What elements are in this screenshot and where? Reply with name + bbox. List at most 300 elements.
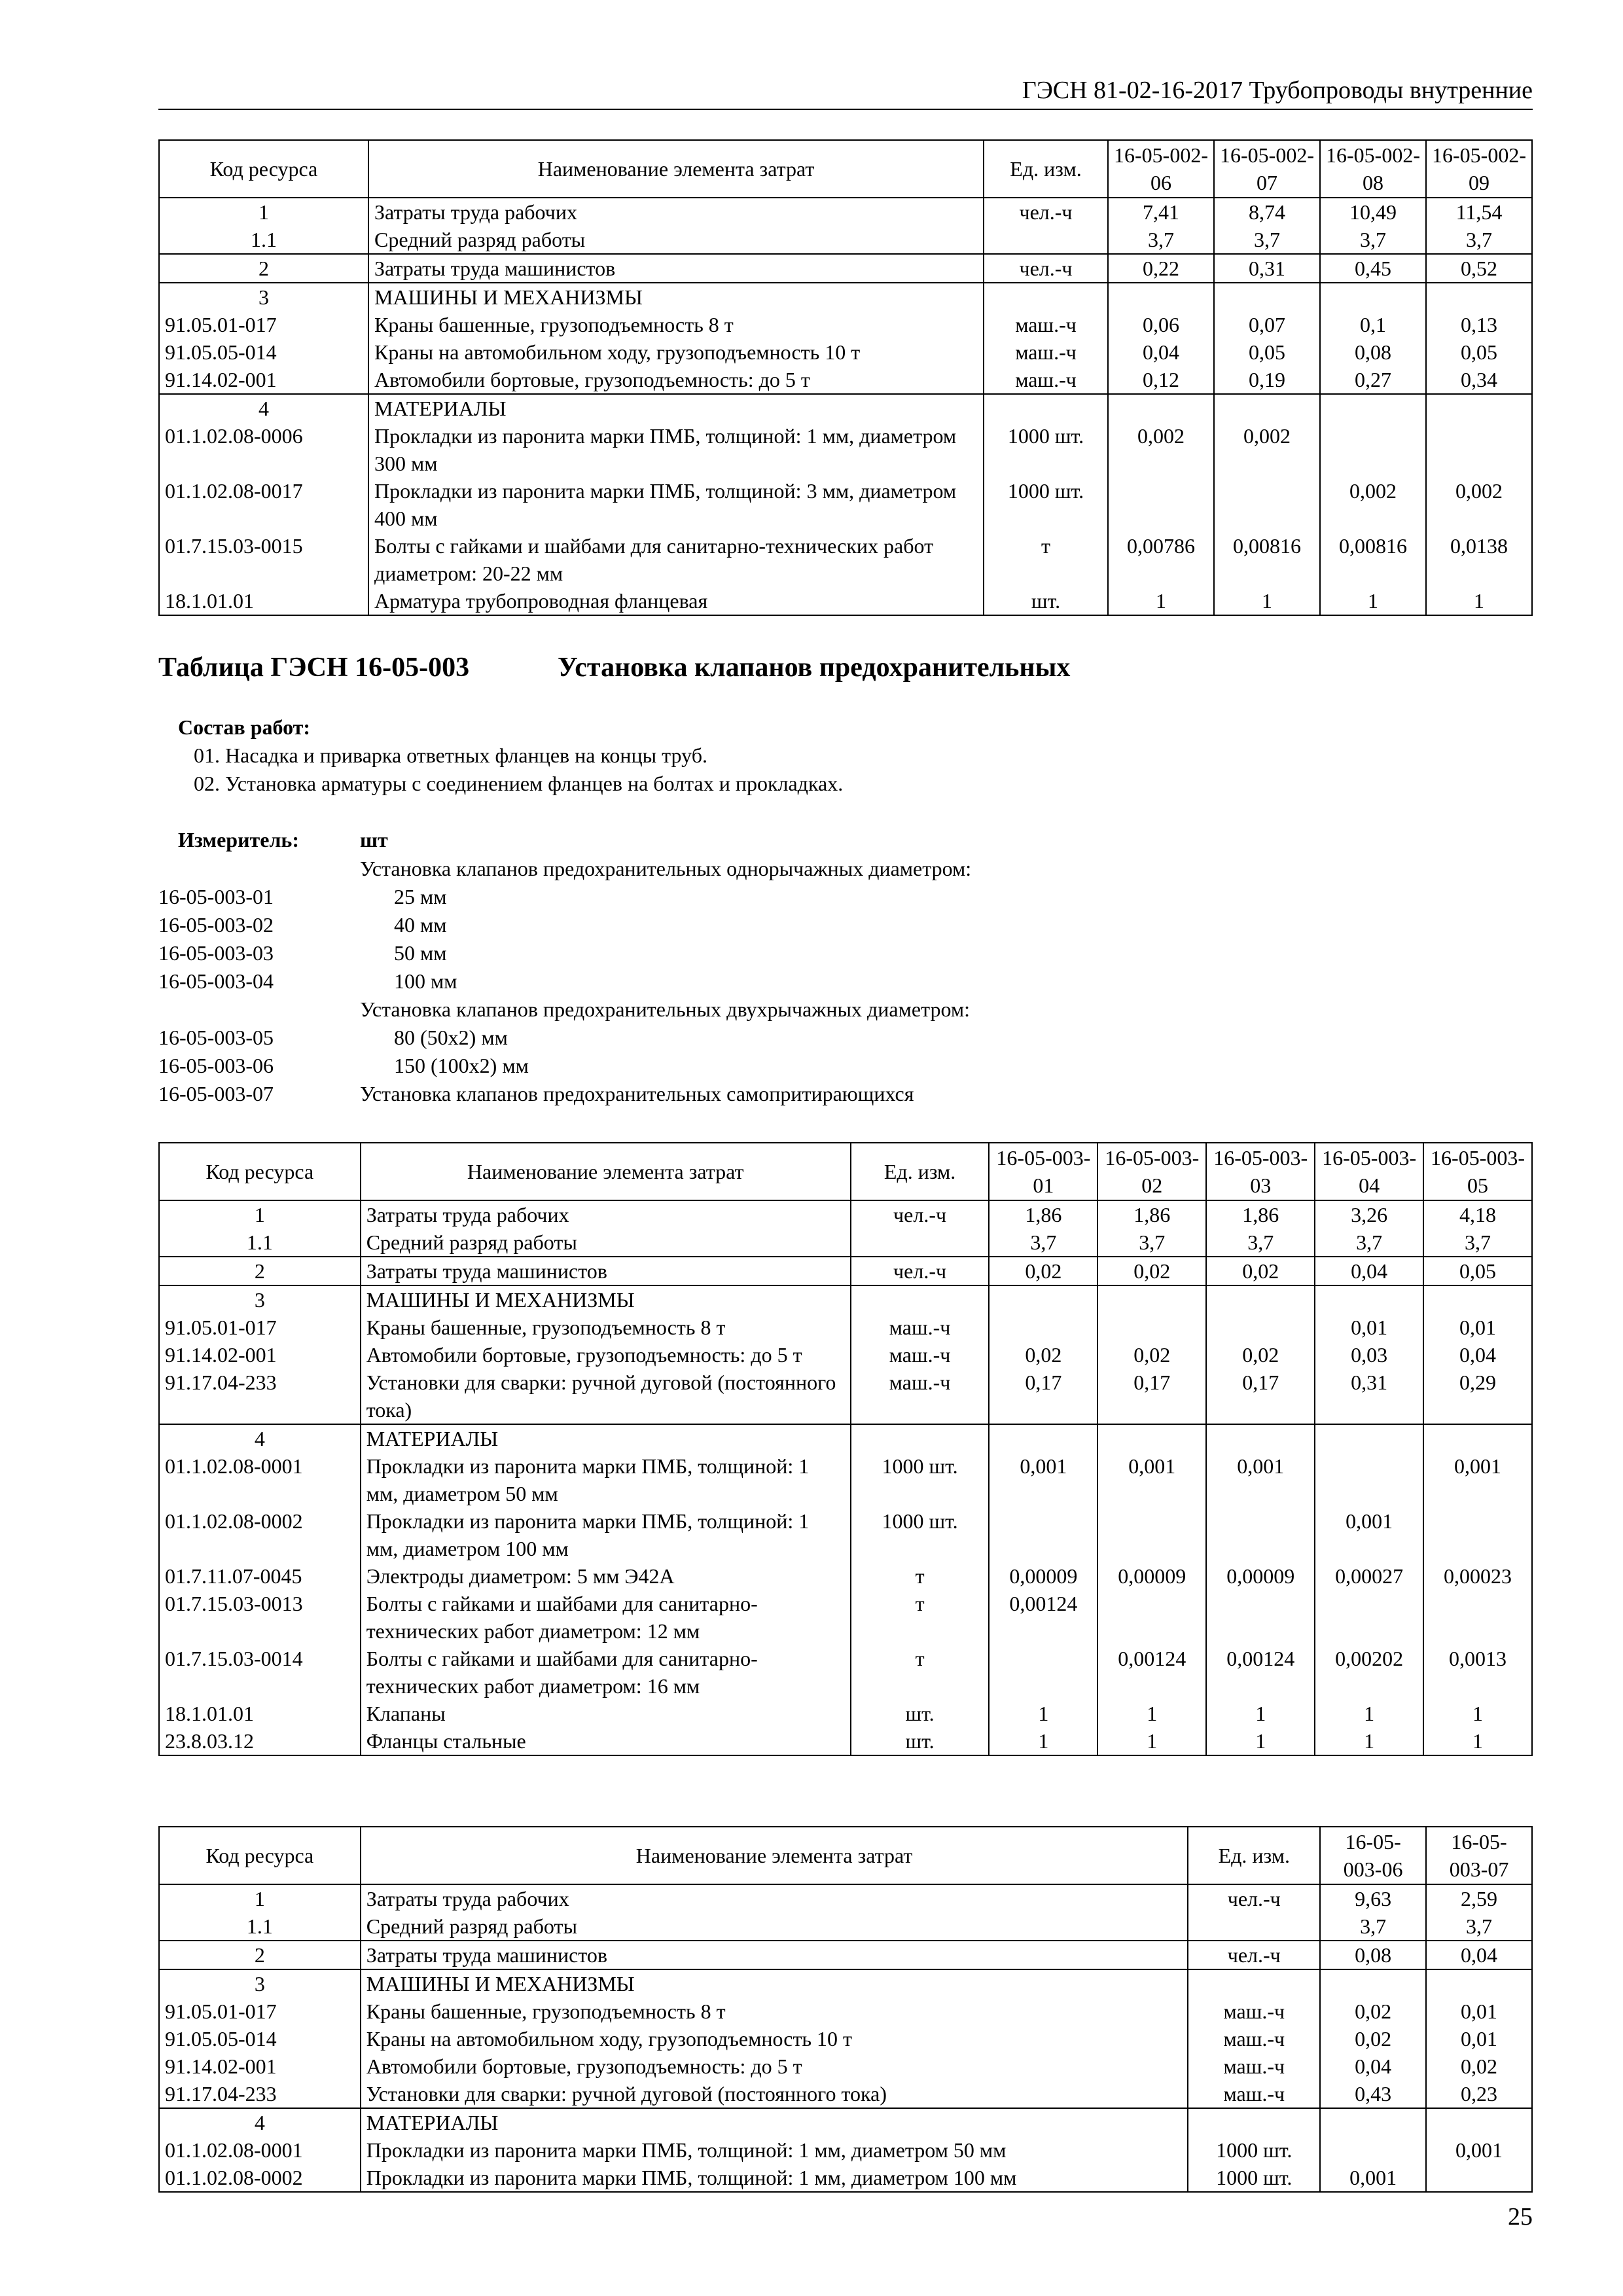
column-header: Код ресурса (159, 1143, 361, 1200)
measure-value: шт (360, 828, 388, 852)
resource-value: 0,002 (1214, 422, 1320, 477)
resource-value (1426, 283, 1532, 311)
resource-table-003-a (158, 1142, 1533, 1756)
resource-value: 0,01 (1423, 1314, 1532, 1341)
resource-value (1315, 1590, 1423, 1645)
resource-value: 3,7 (1426, 226, 1532, 254)
resource-unit (851, 1229, 990, 1257)
resource-name: Средний разряд работы (361, 1229, 851, 1257)
table-row (159, 1369, 1532, 1424)
column-header: Код ресурса (159, 140, 368, 198)
resource-code: 91.17.04-233 (159, 2080, 361, 2108)
resource-value: 0,002 (1108, 422, 1214, 477)
resource-code: 3 (159, 1285, 361, 1314)
resource-name: Затраты труда машинистов (361, 1941, 1188, 1969)
resource-value: 0,00124 (989, 1590, 1097, 1645)
resource-value: 3,7 (1206, 1229, 1315, 1257)
resource-value: 2,59 (1426, 1884, 1532, 1912)
column-header: Ед. изм. (851, 1143, 990, 1200)
resource-value: 0,02 (989, 1341, 1097, 1369)
resource-unit (984, 226, 1108, 254)
column-header: 16-05-003-04 (1315, 1143, 1423, 1200)
resource-code: 1 (159, 1200, 361, 1229)
resource-value (1206, 1285, 1315, 1314)
resource-value: 0,04 (1426, 1941, 1532, 1969)
resource-code: 1.1 (159, 226, 368, 254)
resource-name: Средний разряд работы (361, 1912, 1188, 1941)
resource-value: 3,7 (1097, 1229, 1206, 1257)
resource-table-002 (158, 139, 1533, 616)
table-row (159, 2136, 1532, 2164)
column-header: 16-05-003-06 (1320, 1827, 1426, 1884)
resource-value: 3,7 (1108, 226, 1214, 254)
column-header: Наименование элемента затрат (368, 140, 984, 198)
table-row (159, 1314, 1532, 1341)
resource-value: 0,04 (1423, 1341, 1532, 1369)
resource-name: Фланцы стальные (361, 1727, 851, 1755)
resource-unit (851, 1424, 990, 1452)
resource-value (989, 1507, 1097, 1562)
resource-value: 0,01 (1426, 2025, 1532, 2053)
resource-code: 18.1.01.01 (159, 587, 368, 615)
resource-code: 18.1.01.01 (159, 1700, 361, 1727)
resource-code: 4 (159, 2108, 361, 2136)
resource-value: 1 (1426, 587, 1532, 615)
resource-unit: чел.-ч (1188, 1884, 1320, 1912)
resource-name: МАШИНЫ И МЕХАНИЗМЫ (361, 1285, 851, 1314)
table-row (159, 1200, 1532, 1229)
resource-value (1097, 1285, 1206, 1314)
resource-name: Краны башенные, грузоподъемность 8 т (361, 1998, 1188, 2025)
table-row (159, 2164, 1532, 2192)
resource-value: 0,19 (1214, 366, 1320, 394)
norm-item (158, 939, 971, 967)
resource-code: 3 (159, 283, 368, 311)
resource-value: 0,23 (1426, 2080, 1532, 2108)
resource-value (1426, 2108, 1532, 2136)
resource-value (1423, 1507, 1532, 1562)
table-row (159, 1229, 1532, 1257)
resource-name: Прокладки из паронита марки ПМБ, толщиной: 1 мм, диаметром 50 мм (361, 2136, 1188, 2164)
column-header: 16-05-002-07 (1214, 140, 1320, 198)
norm-code: 16-05-003-01 (158, 885, 274, 908)
table-row (159, 587, 1532, 615)
resource-name: Установки для сварки: ручной дуговой (постоянного тока) (361, 2080, 1188, 2108)
resource-value: 1 (1423, 1727, 1532, 1755)
resource-name: Затраты труда рабочих (368, 198, 984, 226)
table-title (158, 652, 1070, 683)
table-row (159, 1285, 1532, 1314)
table-row (159, 1912, 1532, 1941)
resource-value: 0,0138 (1426, 532, 1532, 587)
resource-value: 0,00202 (1315, 1645, 1423, 1700)
column-header: 16-05-003-02 (1097, 1143, 1206, 1200)
resource-value: 0,00023 (1423, 1562, 1532, 1590)
resource-name: Болты с гайками и шайбами для санитарно-технических работ диаметром: 20-22 мм (368, 532, 984, 587)
resource-value: 0,04 (1315, 1257, 1423, 1285)
resource-value: 0,001 (1423, 1452, 1532, 1507)
resource-value (1315, 1452, 1423, 1507)
norm-item (158, 911, 971, 939)
resource-code: 91.05.05-014 (159, 338, 368, 366)
resource-value: 0,27 (1320, 366, 1426, 394)
resource-value (1206, 1314, 1315, 1341)
table-row (159, 1424, 1532, 1452)
resource-value (1214, 394, 1320, 422)
resource-value: 8,74 (1214, 198, 1320, 226)
resource-name: Арматура трубопроводная фланцевая (368, 587, 984, 615)
norm-code: 16-05-003-07 (158, 1082, 274, 1105)
resource-value: 3,7 (1320, 1912, 1426, 1941)
norm-code: 16-05-003-03 (158, 941, 274, 965)
resource-name: МАШИНЫ И МЕХАНИЗМЫ (368, 283, 984, 311)
resource-name: Краны на автомобильном ходу, грузоподъемность 10 т (361, 2025, 1188, 2053)
table-row (159, 1341, 1532, 1369)
resource-value: 1 (989, 1700, 1097, 1727)
table-row (159, 1998, 1532, 2025)
resource-value (1214, 283, 1320, 311)
resource-value: 1,86 (1206, 1200, 1315, 1229)
resource-value: 0,13 (1426, 311, 1532, 338)
resource-code: 01.7.15.03-0014 (159, 1645, 361, 1700)
resource-value: 0,00124 (1206, 1645, 1315, 1700)
resource-value: 0,05 (1426, 338, 1532, 366)
resource-unit: маш.-ч (1188, 2080, 1320, 2108)
resource-value: 1,86 (989, 1200, 1097, 1229)
resource-code: 3 (159, 1969, 361, 1998)
resource-value (1426, 2164, 1532, 2192)
resource-name: Прокладки из паронита марки ПМБ, толщиной: 3 мм, диаметром 400 мм (368, 477, 984, 532)
resource-value: 0,0013 (1423, 1645, 1532, 1700)
resource-name: Болты с гайками и шайбами для санитарно-технических работ диаметром: 16 мм (361, 1645, 851, 1700)
resource-unit: 1000 шт. (984, 422, 1108, 477)
table-row (159, 1884, 1532, 1912)
column-header: 16-05-002-06 (1108, 140, 1214, 198)
resource-code: 1 (159, 1884, 361, 1912)
resource-name: Затраты труда машинистов (361, 1257, 851, 1285)
resource-name: Установки для сварки: ручной дуговой (постоянного тока) (361, 1369, 851, 1424)
resource-value (989, 1285, 1097, 1314)
resource-code: 2 (159, 1941, 361, 1969)
resource-value: 0,02 (1097, 1341, 1206, 1369)
resource-value: 0,02 (1426, 2053, 1532, 2080)
table-row (159, 2108, 1532, 2136)
norm-item (158, 1024, 971, 1052)
resource-unit (984, 283, 1108, 311)
column-header: 16-05-002-08 (1320, 140, 1426, 198)
resource-code: 01.1.02.08-0006 (159, 422, 368, 477)
resource-value: 0,001 (1320, 2164, 1426, 2192)
table-row (159, 422, 1532, 477)
resource-value: 0,00816 (1214, 532, 1320, 587)
norm-text: Установка клапанов предохранительных самопритирающихся (360, 1082, 914, 1105)
resource-value (1315, 1285, 1423, 1314)
norm-text: 50 мм (394, 941, 447, 965)
resource-value: 3,7 (1315, 1229, 1423, 1257)
resource-name: МАТЕРИАЛЫ (361, 2108, 1188, 2136)
resource-code: 01.1.02.08-0002 (159, 2164, 361, 2192)
resource-value: 0,05 (1423, 1257, 1532, 1285)
table-row (159, 366, 1532, 394)
table-row (159, 1645, 1532, 1700)
resource-unit: чел.-ч (851, 1200, 990, 1229)
norm-code: 16-05-003-06 (158, 1054, 274, 1077)
resource-value: 0,43 (1320, 2080, 1426, 2108)
resource-value (1426, 1969, 1532, 1998)
table-title-code: Таблица ГЭСН 16-05-003 (158, 653, 470, 683)
resource-unit (984, 394, 1108, 422)
column-header: 16-05-003-07 (1426, 1827, 1532, 1884)
resource-value (1214, 477, 1320, 532)
resource-value: 0,05 (1214, 338, 1320, 366)
resource-value (989, 1314, 1097, 1341)
resource-value: 0,52 (1426, 254, 1532, 283)
resource-value: 1,86 (1097, 1200, 1206, 1229)
norm-item (158, 1052, 971, 1080)
column-header: 16-05-002-09 (1426, 140, 1532, 198)
resource-name: Болты с гайками и шайбами для санитарно-технических работ диаметром: 12 мм (361, 1590, 851, 1645)
resource-code: 01.7.15.03-0015 (159, 532, 368, 587)
resource-value: 1 (989, 1727, 1097, 1755)
resource-unit (1188, 1912, 1320, 1941)
resource-unit: т (984, 532, 1108, 587)
column-header: Наименование элемента затрат (361, 1827, 1188, 1884)
resource-value: 0,17 (1097, 1369, 1206, 1424)
measure-line (178, 826, 388, 854)
resource-value: 0,02 (1320, 2025, 1426, 2053)
resource-value: 0,02 (1206, 1341, 1315, 1369)
norm-text: 40 мм (394, 913, 447, 937)
resource-value (1097, 1590, 1206, 1645)
resource-unit: чел.-ч (984, 198, 1108, 226)
resource-value: 1 (1097, 1727, 1206, 1755)
works-item: 02. Установка арматуры с соединением фланцев на болтах и прокладках. (194, 772, 844, 795)
resource-value: 4,18 (1423, 1200, 1532, 1229)
table-row (159, 2080, 1532, 2108)
table-row (159, 532, 1532, 587)
norm-code: 16-05-003-05 (158, 1026, 274, 1049)
resource-value: 1 (1315, 1727, 1423, 1755)
resource-name: Прокладки из паронита марки ПМБ, толщиной: 1 мм, диаметром 300 мм (368, 422, 984, 477)
resource-value: 0,29 (1423, 1369, 1532, 1424)
resource-unit: 1000 шт. (984, 477, 1108, 532)
resource-value (1097, 1314, 1206, 1341)
resource-name: Автомобили бортовые, грузоподъемность: до 5 т (368, 366, 984, 394)
resource-value (1206, 1590, 1315, 1645)
norm-item (158, 996, 971, 1024)
resource-name: Средний разряд работы (368, 226, 984, 254)
resource-name: Автомобили бортовые, грузоподъемность: до 5 т (361, 1341, 851, 1369)
resource-unit: 1000 шт. (851, 1452, 990, 1507)
resource-code: 01.7.11.07-0045 (159, 1562, 361, 1590)
resource-value: 0,01 (1315, 1314, 1423, 1341)
norms-list (158, 855, 971, 1108)
resource-value: 0,001 (1426, 2136, 1532, 2164)
resource-value: 10,49 (1320, 198, 1426, 226)
resource-unit: т (851, 1590, 990, 1645)
resource-value (1423, 1424, 1532, 1452)
measure-label: Измеритель: (178, 828, 299, 852)
resource-value: 3,7 (1426, 1912, 1532, 1941)
resource-name: Автомобили бортовые, грузоподъемность: до 5 т (361, 2053, 1188, 2080)
norm-item (158, 883, 971, 911)
table-row (159, 254, 1532, 283)
table-row (159, 1257, 1532, 1285)
resource-value (1320, 283, 1426, 311)
column-header: Код ресурса (159, 1827, 361, 1884)
resource-code: 4 (159, 394, 368, 422)
resource-value: 0,001 (1206, 1452, 1315, 1507)
resource-value: 0,22 (1108, 254, 1214, 283)
resource-value (1426, 394, 1532, 422)
norm-text: Установка клапанов предохранительных двухрычажных диаметром: (360, 997, 970, 1021)
resource-name: Краны башенные, грузоподъемность 8 т (361, 1314, 851, 1341)
resource-value: 0,04 (1108, 338, 1214, 366)
resource-unit: шт. (851, 1727, 990, 1755)
resource-value: 3,7 (1320, 226, 1426, 254)
resource-unit: т (851, 1645, 990, 1700)
resource-value: 3,7 (1214, 226, 1320, 254)
resource-code: 91.17.04-233 (159, 1369, 361, 1424)
column-header: Ед. изм. (984, 140, 1108, 198)
resource-code: 91.14.02-001 (159, 2053, 361, 2080)
norm-item (158, 1080, 971, 1108)
column-header: 16-05-003-01 (989, 1143, 1097, 1200)
resource-value: 0,00816 (1320, 532, 1426, 587)
resource-value: 0,02 (1097, 1257, 1206, 1285)
table-row (159, 1507, 1532, 1562)
resource-value: 0,31 (1214, 254, 1320, 283)
resource-unit: маш.-ч (851, 1369, 990, 1424)
resource-name: Прокладки из паронита марки ПМБ, толщиной: 1 мм, диаметром 100 мм (361, 2164, 1188, 2192)
resource-value: 0,00009 (1097, 1562, 1206, 1590)
resource-value: 7,41 (1108, 198, 1214, 226)
resource-value: 0,45 (1320, 254, 1426, 283)
resource-value: 0,07 (1214, 311, 1320, 338)
resource-value: 0,02 (989, 1257, 1097, 1285)
resource-code: 1.1 (159, 1912, 361, 1941)
table-row (159, 1727, 1532, 1755)
resource-name: МАШИНЫ И МЕХАНИЗМЫ (361, 1969, 1188, 1998)
resource-value: 1 (1108, 587, 1214, 615)
resource-table-003-b (158, 1826, 1533, 2193)
resource-value: 0,01 (1426, 1998, 1532, 2025)
resource-name: Краны башенные, грузоподъемность 8 т (368, 311, 984, 338)
resource-unit: 1000 шт. (1188, 2136, 1320, 2164)
resource-code: 01.1.02.08-0017 (159, 477, 368, 532)
column-header: Ед. изм. (1188, 1827, 1320, 1884)
resource-value: 0,001 (1315, 1507, 1423, 1562)
norm-item (158, 855, 971, 883)
resource-value: 1 (1097, 1700, 1206, 1727)
resource-unit (1188, 1969, 1320, 1998)
table-row (159, 226, 1532, 254)
resource-value (989, 1645, 1097, 1700)
resource-value: 0,00009 (1206, 1562, 1315, 1590)
resource-value (1320, 2108, 1426, 2136)
resource-value (1108, 394, 1214, 422)
table-row (159, 1590, 1532, 1645)
resource-code: 01.1.02.08-0001 (159, 1452, 361, 1507)
resource-value (1426, 422, 1532, 477)
table-row (159, 338, 1532, 366)
resource-value (1206, 1424, 1315, 1452)
resource-value (1097, 1424, 1206, 1452)
resource-value: 1 (1315, 1700, 1423, 1727)
resource-value: 0,31 (1315, 1369, 1423, 1424)
resource-value: 0,04 (1320, 2053, 1426, 2080)
resource-code: 2 (159, 1257, 361, 1285)
resource-value: 0,00027 (1315, 1562, 1423, 1590)
resource-code: 01.7.15.03-0013 (159, 1590, 361, 1645)
resource-unit: маш.-ч (984, 366, 1108, 394)
resource-unit: маш.-ч (1188, 2053, 1320, 2080)
resource-name: Затраты труда рабочих (361, 1884, 1188, 1912)
resource-code: 2 (159, 254, 368, 283)
running-header: ГЭСН 81-02-16-2017 Трубопроводы внутренние (158, 72, 1533, 110)
resource-unit: маш.-ч (984, 338, 1108, 366)
resource-value (1423, 1590, 1532, 1645)
resource-value: 0,002 (1426, 477, 1532, 532)
resource-name: Клапаны (361, 1700, 851, 1727)
works-item: 01. Насадка и приварка ответных фланцев на концы труб. (194, 744, 707, 767)
norm-code: 16-05-003-02 (158, 913, 274, 937)
resource-value: 11,54 (1426, 198, 1532, 226)
resource-value (1423, 1285, 1532, 1314)
column-header: Наименование элемента затрат (361, 1143, 851, 1200)
resource-value: 0,17 (989, 1369, 1097, 1424)
resource-value: 0,02 (1206, 1257, 1315, 1285)
resource-unit: шт. (984, 587, 1108, 615)
resource-unit: 1000 шт. (1188, 2164, 1320, 2192)
table-row (159, 1700, 1532, 1727)
table-row (159, 1452, 1532, 1507)
norm-code: 16-05-003-04 (158, 969, 274, 993)
resource-value (1108, 477, 1214, 532)
norm-text: 150 (100х2) мм (394, 1054, 529, 1077)
resource-value: 0,06 (1108, 311, 1214, 338)
resource-value: 1 (1320, 587, 1426, 615)
resource-value: 0,03 (1315, 1341, 1423, 1369)
resource-value (1320, 1969, 1426, 1998)
resource-name: Краны на автомобильном ходу, грузоподъемность 10 т (368, 338, 984, 366)
resource-value (1320, 422, 1426, 477)
resource-name: Прокладки из паронита марки ПМБ, толщиной: 1 мм, диаметром 50 мм (361, 1452, 851, 1507)
resource-value (1315, 1424, 1423, 1452)
page-number: 25 (1508, 2203, 1533, 2231)
resource-unit: маш.-ч (1188, 2025, 1320, 2053)
norm-text: Установка клапанов предохранительных однорычажных диаметром: (360, 857, 972, 880)
resource-value: 0,12 (1108, 366, 1214, 394)
resource-code: 01.1.02.08-0001 (159, 2136, 361, 2164)
resource-name: Электроды диаметром: 5 мм Э42А (361, 1562, 851, 1590)
resource-value: 3,7 (989, 1229, 1097, 1257)
resource-unit (1188, 2108, 1320, 2136)
resource-name: МАТЕРИАЛЫ (368, 394, 984, 422)
table-row (159, 198, 1532, 226)
resource-value (1206, 1507, 1315, 1562)
resource-code: 23.8.03.12 (159, 1727, 361, 1755)
resource-unit: маш.-ч (984, 311, 1108, 338)
table-row (159, 311, 1532, 338)
resource-value (1320, 394, 1426, 422)
norm-item (158, 967, 971, 996)
resource-value: 0,002 (1320, 477, 1426, 532)
table-row (159, 1969, 1532, 1998)
resource-unit: маш.-ч (1188, 1998, 1320, 2025)
resource-code: 91.05.01-017 (159, 1314, 361, 1341)
resource-code: 1.1 (159, 1229, 361, 1257)
